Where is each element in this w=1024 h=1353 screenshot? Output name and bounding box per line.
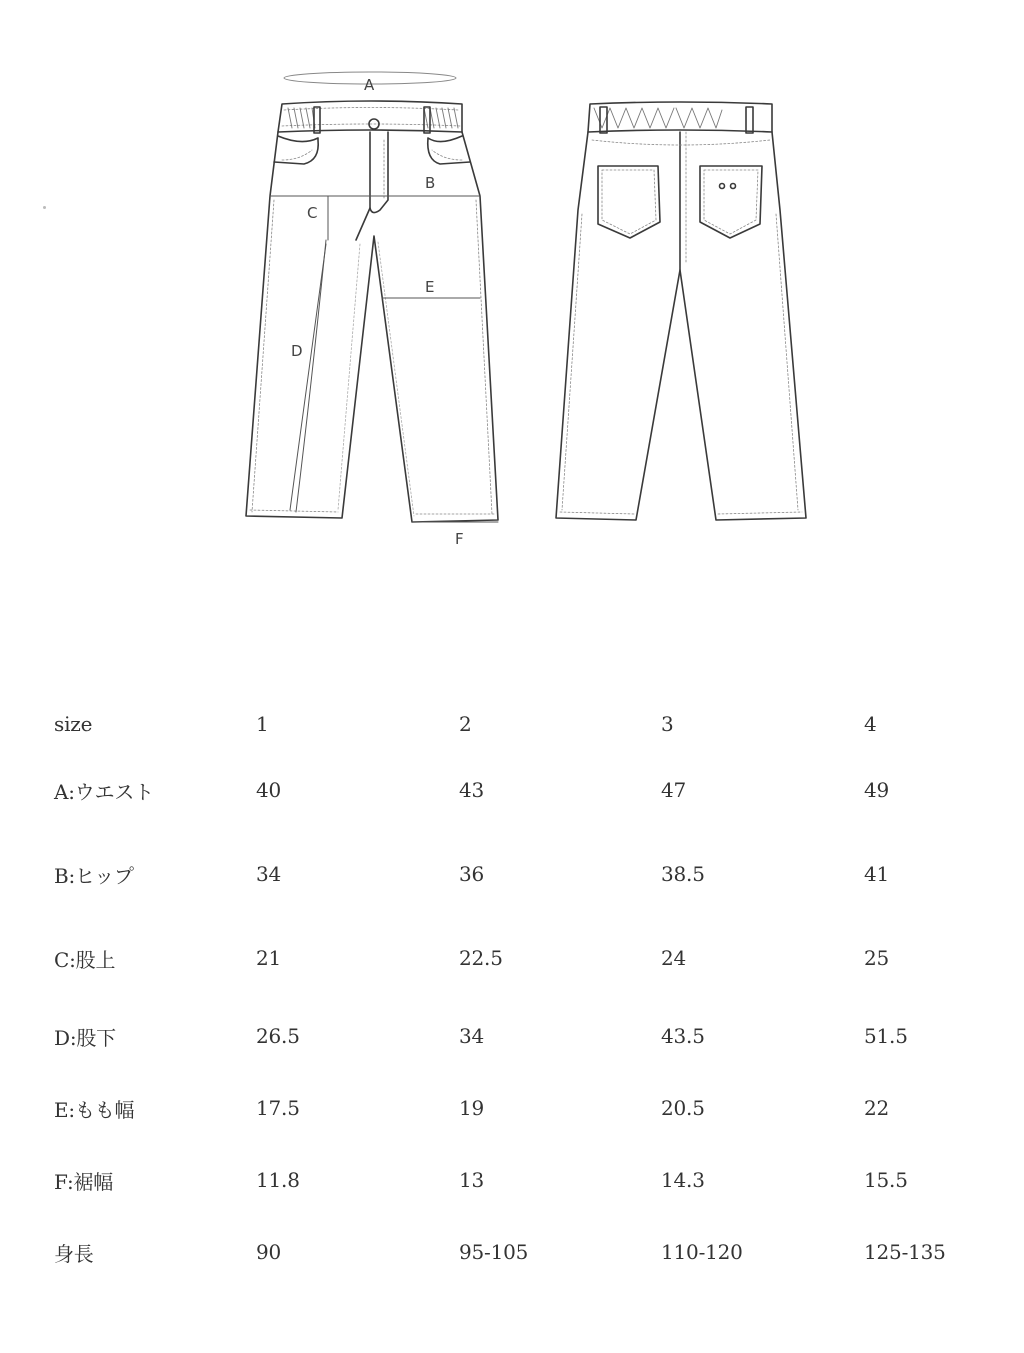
- table-row: [54, 1144, 1004, 1216]
- table-row: [54, 1216, 1004, 1288]
- table-cell: 43: [459, 778, 485, 802]
- table-header-row: [54, 700, 1004, 748]
- table-cell: 21: [256, 946, 282, 970]
- belt-loop: [600, 107, 607, 133]
- table-cell: 47: [661, 778, 687, 802]
- table-cell: 22: [864, 1096, 890, 1120]
- table-cell: 41: [864, 862, 890, 886]
- label-d: D: [291, 342, 303, 360]
- pants-measurement-diagram: [0, 0, 1024, 580]
- back-pants: [556, 102, 806, 520]
- table-row: [54, 1000, 1004, 1072]
- label-a: A: [364, 76, 375, 94]
- front-outline: [246, 132, 498, 522]
- measure-d: [290, 244, 326, 510]
- table-cell: 19: [459, 1096, 485, 1120]
- table-cell: 11.8: [256, 1168, 300, 1192]
- label-c: C: [307, 204, 318, 222]
- table-cell: 17.5: [256, 1096, 300, 1120]
- table-row: [54, 832, 1004, 916]
- table-cell: 20.5: [661, 1096, 705, 1120]
- back-outline: [556, 132, 806, 520]
- pants-illustration: [0, 0, 1024, 580]
- table-cell: 14.3: [661, 1168, 705, 1192]
- belt-loop: [314, 107, 320, 133]
- row-label: B:ヒップ: [54, 863, 134, 888]
- row-label: A:ウエスト: [54, 779, 154, 804]
- header-cell: 3: [661, 712, 674, 736]
- table-cell: 34: [256, 862, 282, 886]
- row-label: 身長: [54, 1241, 94, 1266]
- table-cell: 110-120: [661, 1240, 743, 1264]
- table-cell: 95-105: [459, 1240, 529, 1264]
- header-cell: 4: [864, 712, 877, 736]
- table-cell: 38.5: [661, 862, 705, 886]
- back-pocket-right: [700, 166, 762, 238]
- belt-loop: [746, 107, 753, 133]
- table-cell: 125-135: [864, 1240, 946, 1264]
- header-cell: size: [54, 712, 93, 736]
- table-cell: 25: [864, 946, 890, 970]
- label-b: B: [425, 174, 436, 192]
- header-cell: 1: [256, 712, 269, 736]
- row-label: C:股上: [54, 947, 116, 972]
- size-chart-table: [54, 700, 1004, 1288]
- label-f: F: [455, 530, 464, 548]
- front-pants: [246, 101, 498, 522]
- table-cell: 26.5: [256, 1024, 300, 1048]
- table-cell: 34: [459, 1024, 485, 1048]
- table-row: [54, 748, 1004, 832]
- table-cell: 49: [864, 778, 890, 802]
- table-cell: 24: [661, 946, 687, 970]
- table-cell: 43.5: [661, 1024, 705, 1048]
- row-label: E:もも幅: [54, 1097, 135, 1122]
- row-label: F:裾幅: [54, 1169, 114, 1194]
- table-cell: 51.5: [864, 1024, 908, 1048]
- header-cell: 2: [459, 712, 472, 736]
- table-cell: 15.5: [864, 1168, 908, 1192]
- table-cell: 40: [256, 778, 282, 802]
- table-cell: 90: [256, 1240, 282, 1264]
- table-cell: 13: [459, 1168, 485, 1192]
- table-row: [54, 916, 1004, 1000]
- label-e: E: [425, 278, 435, 296]
- row-label: D:股下: [54, 1025, 116, 1050]
- table-cell: 36: [459, 862, 485, 886]
- back-pocket-left: [598, 166, 660, 238]
- table-cell: 22.5: [459, 946, 503, 970]
- table-row: [54, 1072, 1004, 1144]
